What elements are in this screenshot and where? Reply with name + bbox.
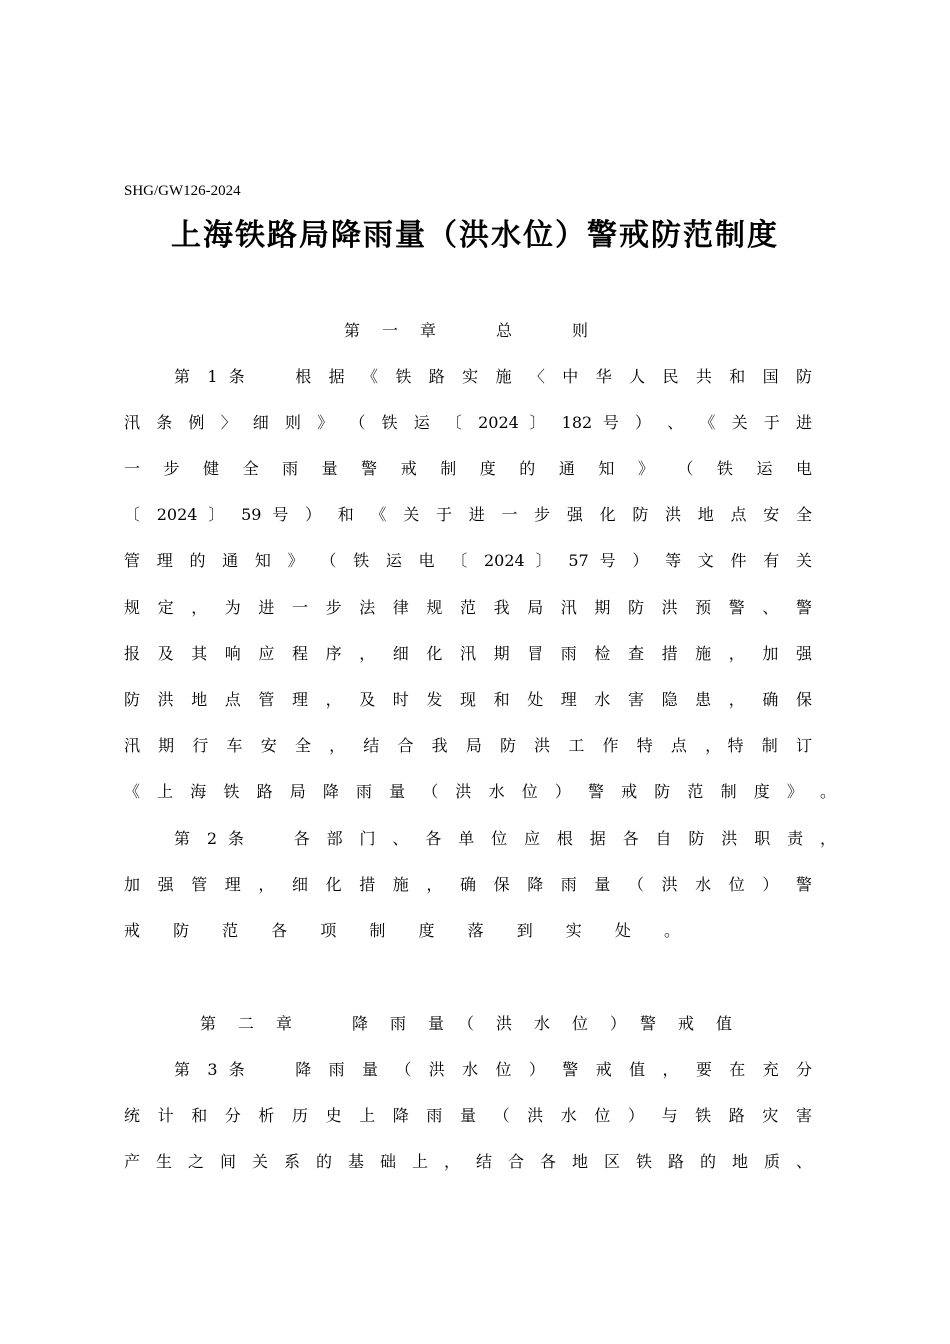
paragraph-line: 管 理 的 通 知 》 （ 铁 运 电 〔 2024 〕 57 号 ） 等 文 件 有 关: [124, 551, 812, 570]
document-code: SHG/GW126-2024: [124, 183, 241, 199]
paragraph-line: 报 及 其 响 应 程 序 ， 细 化 汛 期 冒 雨 检 查 措 施 ， 加 强: [124, 644, 812, 663]
paragraph-line: 〔 2024 〕 59 号 ） 和 《 关 于 进 一 步 强 化 防 洪 地 点 安 全: [124, 505, 812, 524]
paragraph-line: 产 生 之 间 关 系 的 基 础 上 ， 结 合 各 地 区 铁 路 的 地 质 、: [124, 1152, 812, 1171]
paragraph-line: 《 上 海 铁 路 局 降 雨 量 （ 洪 水 位 ） 警 戒 防 范 制 度 》 。: [124, 782, 836, 801]
paragraph-line: 汛 期 行 车 安 全 ， 结 合 我 局 防 洪 工 作 特 点 ，特 制 订: [124, 736, 812, 755]
paragraph-line: 戒 防 范 各 项 制 度 落 到 实 处 。: [124, 921, 694, 940]
paragraph-line: 规 定 ， 为 进 一 步 法 律 规 范 我 局 汛 期 防 洪 预 警 、 警: [124, 598, 812, 617]
paragraph-line: 一 步 健 全 雨 量 警 戒 制 度 的 通 知 》 （ 铁 运 电: [124, 459, 812, 478]
paragraph-line: 汛 条 例 〉 细 则 》 （ 铁 运 〔 2024 〕 182 号 ） 、 《 关 于 进: [124, 413, 812, 432]
chapter-1-heading: 第 一 章 总 则: [343, 321, 591, 340]
chapter-2-heading: 第 二 章 降 雨 量 （ 洪 水 位 ） 警 戒 值: [199, 1014, 735, 1033]
paragraph-line: 防 洪 地 点 管 理 ， 及 时 发 现 和 处 理 水 害 隐 患 ， 确 保: [124, 690, 812, 709]
document-title: 上海铁路局降雨量（洪水位）警戒防范制度: [171, 218, 779, 253]
paragraph-line: 加 强 管 理 ， 细 化 措 施 ， 确 保 降 雨 量 （ 洪 水 位 ） 警: [124, 875, 812, 894]
article-1-line: 第 1 条 根 据 《 铁 路 实 施 〈 中 华 人 民 共 和 国 防: [174, 367, 812, 386]
article-2-line: 第 2 条 各 部 门 、 各 单 位 应 根 据 各 自 防 洪 职 责 ，: [174, 829, 836, 848]
paragraph-line: 统 计 和 分 析 历 史 上 降 雨 量 （ 洪 水 位 ） 与 铁 路 灾 害: [124, 1106, 812, 1125]
article-3-line: 第 3 条 降 雨 量 （ 洪 水 位 ） 警 戒 值 ， 要 在 充 分: [174, 1060, 812, 1079]
